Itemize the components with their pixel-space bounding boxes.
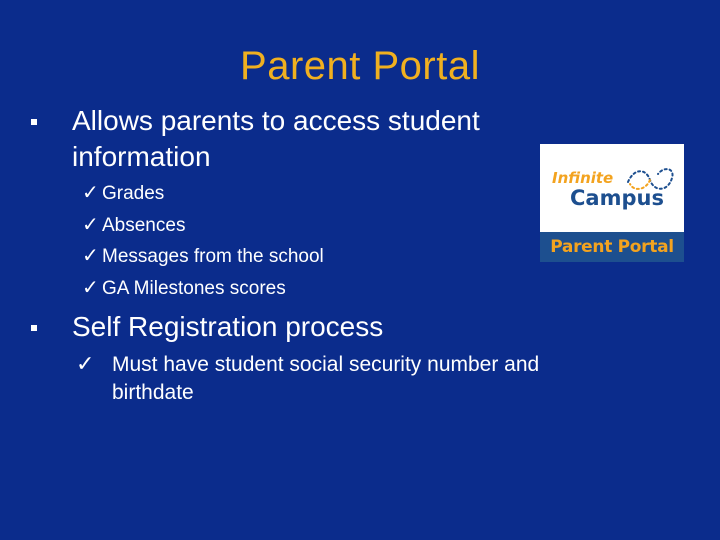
- check-icon: ✓: [76, 351, 95, 376]
- list-item-label: Absences: [102, 215, 186, 236]
- list-item: [82, 214, 185, 237]
- bullet-1-line2: information: [72, 141, 211, 172]
- bullet-marker-2: [31, 325, 37, 331]
- bullet-marker-1: [31, 119, 37, 125]
- list-item: [82, 277, 286, 300]
- logo-parent-portal-banner: Parent Portal: [540, 232, 684, 262]
- infinite-campus-logo: [540, 144, 684, 262]
- check-icon: ✓: [82, 182, 99, 204]
- check-icon: ✓: [82, 277, 99, 299]
- check-icon: ✓: [82, 245, 99, 267]
- list-item-line1: Must have student social security number and: [112, 353, 540, 376]
- list-item: [82, 182, 164, 205]
- bullet-1-line1: Allows parents to access student: [72, 105, 480, 136]
- bullet-2: Self Registration process: [72, 311, 384, 342]
- list-item-label: GA Milestones scores: [102, 278, 286, 299]
- slide-title: Parent Portal: [240, 44, 480, 88]
- check-icon: ✓: [82, 214, 99, 236]
- logo-campus-text: Campus: [570, 186, 664, 210]
- list-item: [82, 245, 324, 268]
- list-item-label: Grades: [102, 183, 165, 204]
- logo-infinite-text: Infinite: [552, 169, 614, 187]
- list-item-label: Messages from the school: [102, 246, 324, 267]
- list-item-line2: birthdate: [112, 381, 194, 404]
